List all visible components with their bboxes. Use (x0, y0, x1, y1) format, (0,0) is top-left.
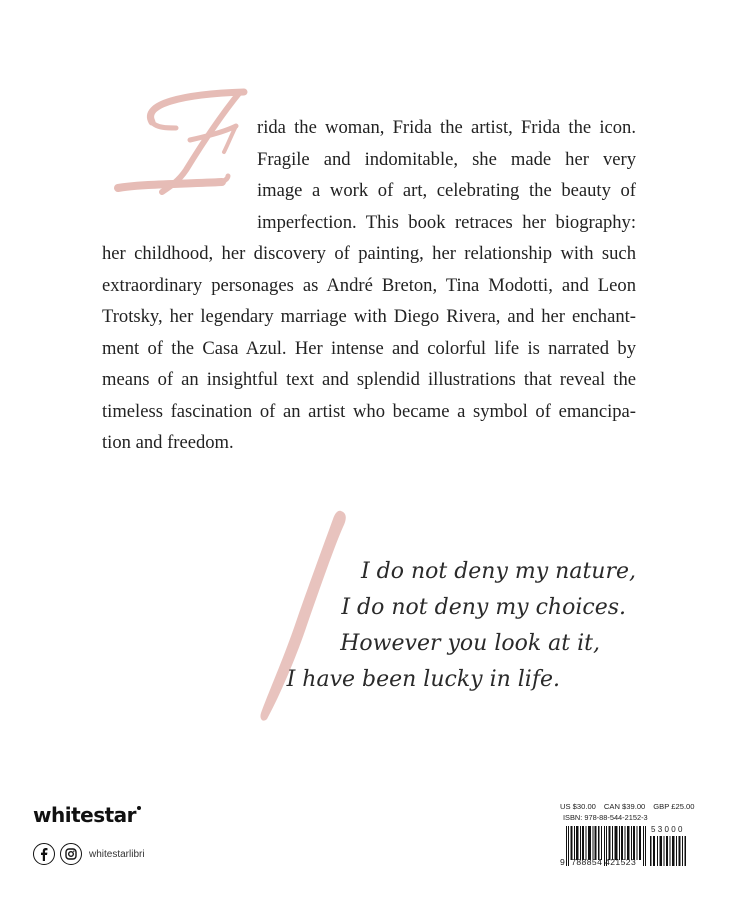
addon-digits: 53000 (651, 825, 685, 834)
description-line: Trotsky, her legendary marriage with Diego Rivera, and her enchant- (102, 306, 636, 327)
barcode-block (560, 802, 700, 867)
quote-line: However you look at it, (340, 631, 600, 656)
facebook-icon[interactable] (33, 843, 55, 865)
description-line: her childhood, her discovery of painting, her relationship with such (102, 243, 636, 264)
price-list (560, 802, 700, 811)
publisher-name: whitestar (33, 803, 137, 827)
quote-line: I have been lucky in life. (286, 667, 560, 692)
description-line: Fragile and indomitable, she made her very (257, 148, 636, 170)
description-line: means of an insightful text and splendid illustrations that reveal the (102, 369, 636, 390)
description-line: ment of the Casa Azul. Her intense and colorful life is narrated by (102, 337, 636, 359)
barcode-rest-digits: 788854 421523 (571, 857, 637, 867)
publisher-logo (33, 803, 140, 827)
logo-dot-icon (137, 806, 141, 810)
social-links (33, 843, 145, 865)
social-handle: whitestarlibri (89, 848, 145, 860)
price-can: CAN $39.00 (603, 802, 646, 811)
quote-block (287, 554, 636, 698)
barcode-first-digit: 9 (560, 857, 566, 867)
description-line: rida the woman, Frida the artist, Frida the icon. (257, 117, 636, 138)
quote-line: I do not deny my nature, (360, 559, 636, 584)
description-line: imperfection. This book retraces her biography: (257, 211, 636, 233)
barcode-digits (560, 857, 636, 867)
description-line: image a work of art, celebrating the beauty of (257, 180, 636, 201)
quote-line: I do not deny my choices. (341, 595, 626, 620)
description-line: timeless fascination of an artist who became a symbol of emancipa- (102, 400, 636, 422)
barcode-addon-icon (650, 836, 686, 866)
price-us: US $30.00 (560, 802, 596, 811)
isbn-label: ISBN: 978-88-544-2152-3 (563, 813, 648, 822)
description-line: extraordinary personages as André Breton, Tina Modotti, and Leon (102, 274, 636, 296)
drop-cap-f-icon (112, 84, 252, 204)
description-line: tion and freedom. (102, 432, 234, 453)
price-gbp: GBP £25.00 (653, 802, 695, 811)
instagram-icon[interactable] (60, 843, 82, 865)
